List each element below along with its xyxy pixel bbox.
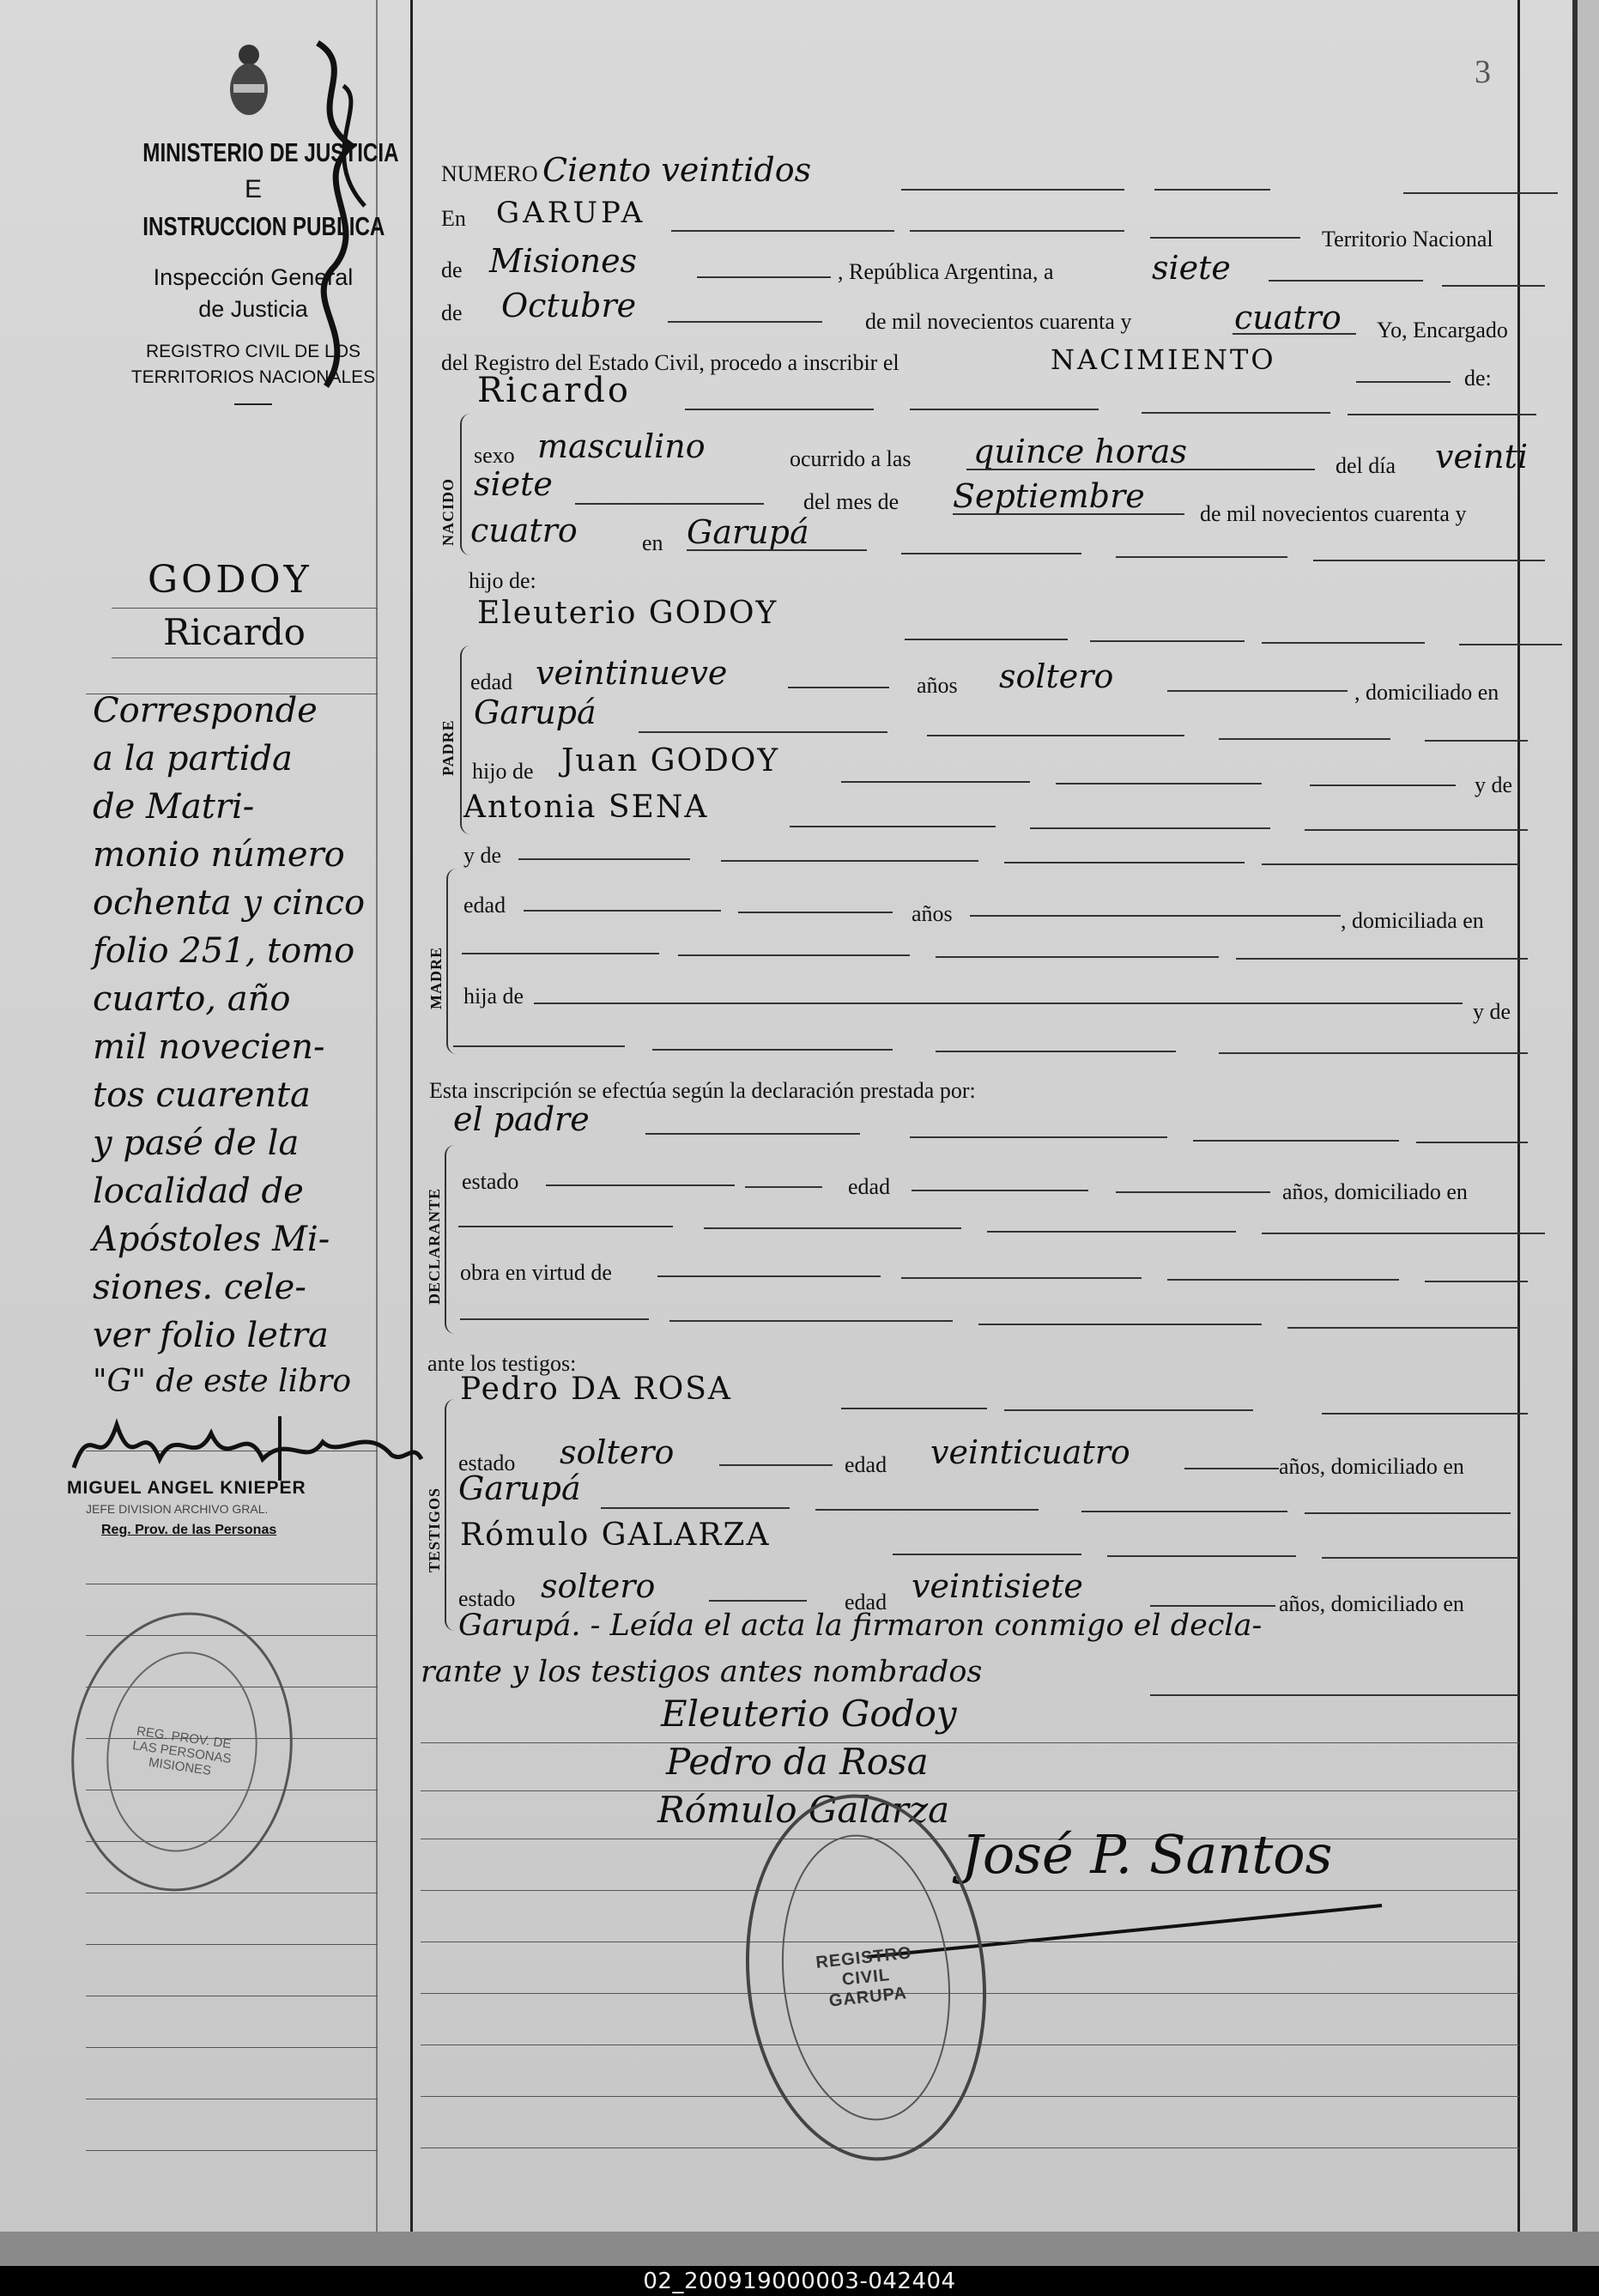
testigo1-edad: veinticuatro — [930, 1433, 1130, 1471]
ministry-line-3: INSTRUCCION PUBLICA — [142, 211, 385, 241]
testigo1-nombre: Pedro DA ROSA — [460, 1372, 732, 1407]
given-name-entry: Ricardo — [163, 611, 306, 653]
stamp-name: MIGUEL ANGEL KNIEPER — [67, 1478, 306, 1498]
del-dia-label: del día — [1336, 453, 1396, 478]
sexo-label: sexo — [474, 443, 515, 468]
madre-y-de2-label: y de — [1473, 999, 1511, 1024]
margin-note-line: tos cuarenta — [93, 1075, 311, 1115]
madre-hija-de-label: hija de — [463, 984, 524, 1009]
en-lugar-label: en — [642, 530, 663, 555]
padre-domiciliado-label: , domiciliado en — [1354, 680, 1499, 705]
nacido-anio-value: cuatro — [470, 512, 578, 549]
margin-note-line: Apóstoles Mi- — [93, 1220, 330, 1259]
de-label: de — [441, 257, 463, 282]
testigos-label: TESTIGOS — [426, 1487, 443, 1572]
scanner-bottom-band — [0, 2232, 1599, 2266]
margin-note-line: cuarto, año — [93, 979, 291, 1019]
ocurrido-label: ocurrido a las — [790, 446, 912, 471]
surname-entry: GODOY — [148, 558, 312, 602]
sexo-value: masculino — [537, 427, 706, 465]
declarante-label: DECLARANTE — [426, 1187, 443, 1305]
padre-y-de-label: y de — [1475, 772, 1513, 797]
ministry-line-4: Inspección General — [153, 264, 354, 290]
registry-seal-text: REGISTRO CIVIL GARUPA — [815, 1942, 913, 2011]
firma-eleuterio: Eleuterio Godoy — [661, 1693, 957, 1735]
margin-note-line: "G" de este libro — [93, 1364, 352, 1399]
margin-note-line: siones. cele- — [93, 1268, 306, 1307]
madre-domiciliada-label: , domiciliada en — [1341, 908, 1484, 933]
nacido-label: NACIDO — [439, 477, 457, 546]
tipo-value: NACIMIENTO — [1051, 343, 1276, 376]
diagonal-signature — [283, 34, 386, 395]
testigo1-estado: soltero — [560, 1433, 675, 1471]
nacido-mes-value: Septiembre — [953, 477, 1145, 515]
testigo1-domicilio: Garupá — [458, 1469, 581, 1507]
margin-note-line: Corresponde — [93, 691, 318, 730]
margin-note-line: ochenta y cinco — [93, 883, 366, 923]
stamp-office: Reg. Prov. de las Personas — [101, 1523, 277, 1537]
padre-nombre-value: Eleuterio GODOY — [477, 596, 778, 631]
madre-anios-label: años — [912, 901, 953, 926]
testigo2-edad-label: edad — [845, 1590, 887, 1614]
padre-domicilio-value: Garupá — [474, 694, 597, 731]
en-label: En — [441, 206, 466, 231]
testigo1-estado-label: estado — [458, 1451, 516, 1475]
testigo2-nombre: Rómulo GALARZA — [460, 1518, 771, 1553]
margin-note-line: folio 251, tomo — [93, 931, 355, 971]
numero-value: Ciento veintidos — [542, 151, 812, 189]
padre-label: PADRE — [439, 719, 457, 776]
margin-note-line: de Matri- — [93, 787, 255, 827]
territorio-label: Territorio Nacional — [1322, 227, 1493, 251]
left-column-rule — [410, 0, 413, 2232]
margin-note-line: localidad de — [93, 1172, 304, 1211]
padre-edad-value: veintinueve — [536, 654, 728, 692]
official-signature — [65, 1408, 426, 1485]
padre-hijo-de-label: hijo de — [472, 759, 534, 784]
margin-note-line: mil novecien- — [93, 1027, 325, 1067]
margin-note-line: monio número — [93, 835, 345, 875]
nombre-value: Ricardo — [477, 371, 631, 410]
left-seal-text: REG. PROV. DE LAS PERSONAS MISIONES — [131, 1724, 233, 1778]
madre-label: MADRE — [427, 947, 445, 1009]
padre-madre-value: Antonia SENA — [463, 790, 709, 825]
hijo-label: hijo de: — [469, 568, 536, 593]
page-number: 3 — [1475, 54, 1491, 90]
republica-label: , República Argentina, a — [838, 259, 1054, 284]
testigos-intro-label: ante los testigos: — [427, 1351, 577, 1376]
left-round-seal — [54, 1598, 311, 1905]
de-value: Misiones — [489, 242, 638, 280]
ministry-line-1: MINISTERIO DE JUSTICIA — [142, 137, 399, 167]
padre-edad-label: edad — [470, 669, 513, 694]
obra-label: obra en virtud de — [460, 1260, 612, 1285]
ministry-line-2: E — [244, 175, 262, 203]
del-mes-label: del mes de — [803, 489, 899, 514]
ministry-line-7: TERRITORIOS NACIONALES — [130, 367, 376, 387]
testigo2-estado: soltero — [541, 1567, 656, 1605]
anio-label: de mil novecientos cuarenta y — [865, 309, 1132, 334]
registro-label: del Registro del Estado Civil, procedo a inscribir el — [441, 350, 899, 375]
margin-note-line: ver folio letra — [93, 1316, 329, 1355]
firma-pedro: Pedro da Rosa — [666, 1741, 929, 1783]
testigo2-anios-label: años, domiciliado en — [1279, 1591, 1464, 1616]
right-edge-rule — [1517, 0, 1520, 2232]
coat-of-arms-icon — [225, 39, 273, 122]
dia-value-a: veinti — [1435, 438, 1529, 476]
testigo1-anios-label: años, domiciliado en — [1279, 1454, 1464, 1479]
mes-value: Octubre — [501, 287, 637, 324]
numero-label: NUMERO — [441, 161, 538, 186]
testigo2-edad: veintisiete — [912, 1567, 1083, 1605]
margin-note-line: a la partida — [93, 739, 293, 778]
lugar-value: Garupá — [687, 513, 809, 551]
de2-label: de — [441, 300, 463, 325]
testigo2-estado-label: estado — [458, 1586, 516, 1611]
declarante-anios-label: años, domiciliado en — [1282, 1179, 1468, 1204]
padre-anios-label: años — [917, 673, 958, 698]
margin-note-line: y pasé de la — [93, 1124, 300, 1163]
en-value: GARUPA — [496, 196, 646, 230]
madre-edad-label: edad — [463, 893, 506, 918]
ministry-line-5: de Justicia — [198, 296, 308, 322]
testigo1-edad-label: edad — [845, 1452, 887, 1477]
testigo2-domicilio: Garupá. - Leída el acta la firmaron conmigo el decla- — [458, 1608, 1263, 1643]
testigo2-continuacion: rante y los testigos antes nombrados — [421, 1655, 983, 1689]
padre-estado-value: soltero — [999, 657, 1114, 695]
anio-value: cuatro — [1234, 299, 1342, 336]
madre-y-de-label: y de — [463, 843, 502, 868]
de-mil-label: de mil novecientos cuarenta y — [1200, 501, 1467, 526]
declaracion-label: Esta inscripción se efectúa según la declaración prestada por: — [429, 1078, 976, 1103]
ministry-line-6: REGISTRO CIVIL DE LOS — [145, 342, 361, 361]
declarante-value: el padre — [453, 1100, 590, 1138]
de-colon-label: de: — [1464, 366, 1492, 391]
hora-value: quince horas — [973, 433, 1187, 470]
firma-romulo: Rómulo Galarza — [657, 1789, 950, 1831]
stamp-title: JEFE DIVISION ARCHIVO GRAL. — [86, 1502, 269, 1516]
declarante-estado-label: estado — [462, 1169, 519, 1194]
yo-label: Yo, Encargado — [1377, 318, 1508, 342]
declarante-edad-label: edad — [848, 1174, 891, 1199]
image-caption: 02_200919000003-042404 — [0, 2266, 1599, 2296]
margin-note — [93, 691, 385, 1412]
dia-value: siete — [1152, 249, 1231, 287]
dia-value-b: siete — [474, 465, 553, 503]
padre-padre-value: Juan GODOY — [561, 743, 780, 778]
firma-encargado: José P. Santos — [961, 1823, 1333, 1886]
